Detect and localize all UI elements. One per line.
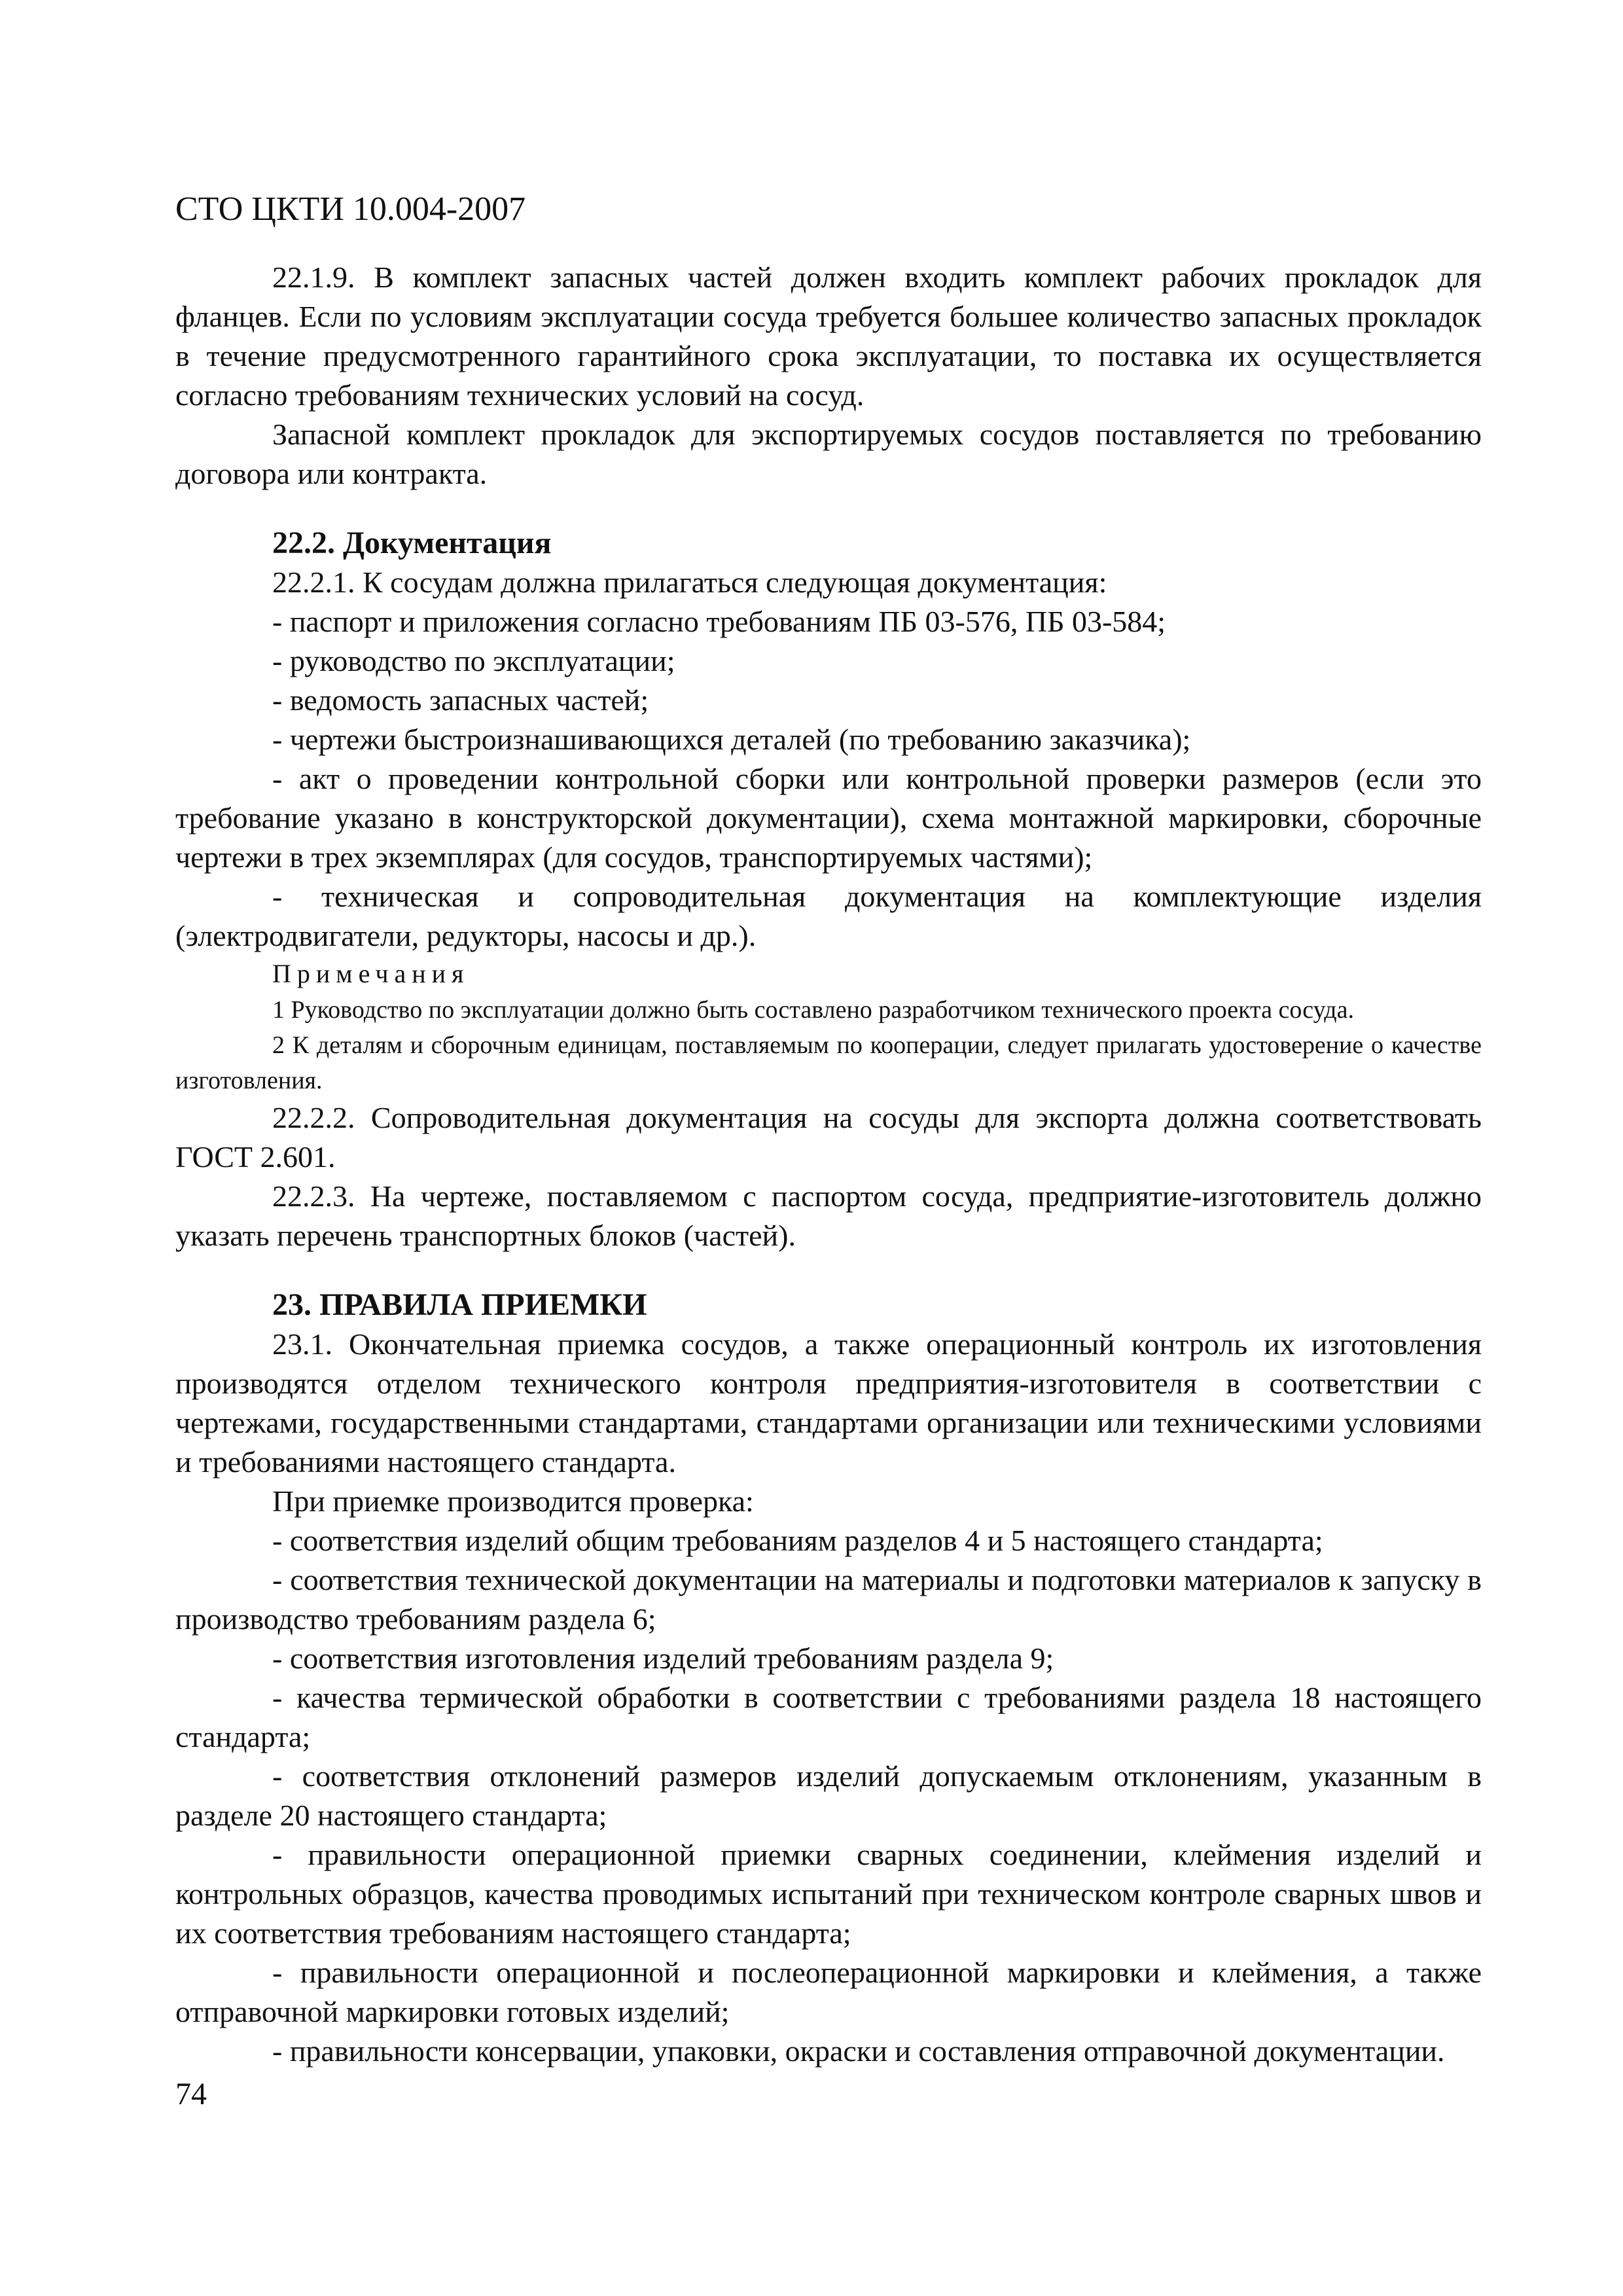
- paragraph-22-1-9: 22.1.9. В комплект запасных частей должен входить комплект рабочих прокладок для фланцев. Если по условиям эксплуатации сосуда требуется большее количество запасных прокладок в течение предусмотренного гарантийного срока эксплуатации, то поставка их осуществляется согласно требованиям технических условий на сосуд.: [175, 260, 1482, 412]
- docs-list-item: - техническая и сопроводительная документация на комплектующие изделия (электродвигатели, редукторы, насосы и др.).: [175, 880, 1482, 952]
- check-list-item: - соответствия отклонений размеров изделий допускаемым отклонениям, указанным в разделе 20 настоящего стандарта;: [175, 1759, 1482, 1832]
- heading-23: 23. ПРАВИЛА ПРИЕМКИ: [272, 1287, 647, 1322]
- docs-list-item: - руководство по эксплуатации;: [272, 644, 675, 677]
- paragraph-spare-set: Запасной комплект прокладок для экспортируемых сосудов поставляется по требованию договора или контракта.: [175, 418, 1482, 490]
- document-page: [175, 190, 1482, 2114]
- paragraph-22-2-3: 22.2.3. На чертеже, поставляемом с паспортом сосуда, предприятие-изготовитель должно указать перечень транспортных блоков (частей).: [175, 1179, 1482, 1252]
- check-list-item: - правильности консервации, упаковки, окраски и составления отправочной документации.: [272, 2034, 1445, 2068]
- paragraph-check-intro: При приемке производится проверка:: [272, 1484, 754, 1518]
- check-list-item: - соответствия изготовления изделий требованиям раздела 9;: [272, 1641, 1054, 1675]
- docs-list-item: - чертежи быстроизнашивающихся деталей (по требованию заказчика);: [272, 723, 1191, 756]
- note-item: 2 К деталям и сборочным единицам, поставляемым по кооперации, следует прилагать удостоверение о качестве изготовления.: [175, 1031, 1482, 1094]
- heading-22-2: 22.2. Документация: [272, 526, 552, 560]
- check-list-item: - соответствия технической документации на материалы и подготовки материалов к запуску в производство требованиям раздела 6;: [175, 1563, 1482, 1636]
- paragraph-22-2-2: 22.2.2. Сопроводительная документация на сосуды для экспорта должна соответствовать ГОСТ 2.601.: [175, 1101, 1482, 1174]
- check-list-item: - качества термической обработки в соответствии с требованиями раздела 18 настоящего стандарта;: [175, 1681, 1482, 1753]
- docs-list-item: - паспорт и приложения согласно требованиям ПБ 03-576, ПБ 03-584;: [272, 605, 1166, 638]
- docs-list-item: - ведомость запасных частей;: [272, 683, 649, 717]
- paragraph-23-1: 23.1. Окончательная приемка сосудов, а также операционный контроль их изготовления производятся отделом технического контроля предприятия-изготовителя в соответствии с чертежами, государственными стандартами, стандартами организации или техническими условиями и требованиями настоящего стандарта.: [175, 1327, 1482, 1479]
- note-item: 1 Руководство по эксплуатации должно быть составлено разработчиком технического проекта сосуда.: [272, 996, 1354, 1024]
- check-list-item: - правильности операционной приемки сварных соединении, клеймения изделий и контрольных образцов, качества проводимых испытаний при техническом контроле сварных швов и их соответствия требованиям настоящего стандарта;: [175, 1838, 1482, 1950]
- check-list-item: - соответствия изделий общим требованиям разделов 4 и 5 настоящего стандарта;: [272, 1524, 1323, 1557]
- page-number: 74: [175, 2077, 207, 2111]
- document-header: СТО ЦКТИ 10.004-2007: [175, 190, 526, 228]
- paragraph-22-2-1: 22.2.1. К сосудам должна прилагаться следующая документация:: [272, 565, 1107, 599]
- notes-title: Примечания: [272, 959, 470, 988]
- check-list-item: - правильности операционной и послеоперационной маркировки и клеймения, а также отправочной маркировки готовых изделий;: [175, 1956, 1482, 2028]
- docs-list-item: - акт о проведении контрольной сборки или контрольной проверки размеров (если это требование указано в конструкторской документации), схема монтажной маркировки, сборочные чертежи в трех экземплярах (для сосудов, транспортируемых частями);: [175, 762, 1482, 874]
